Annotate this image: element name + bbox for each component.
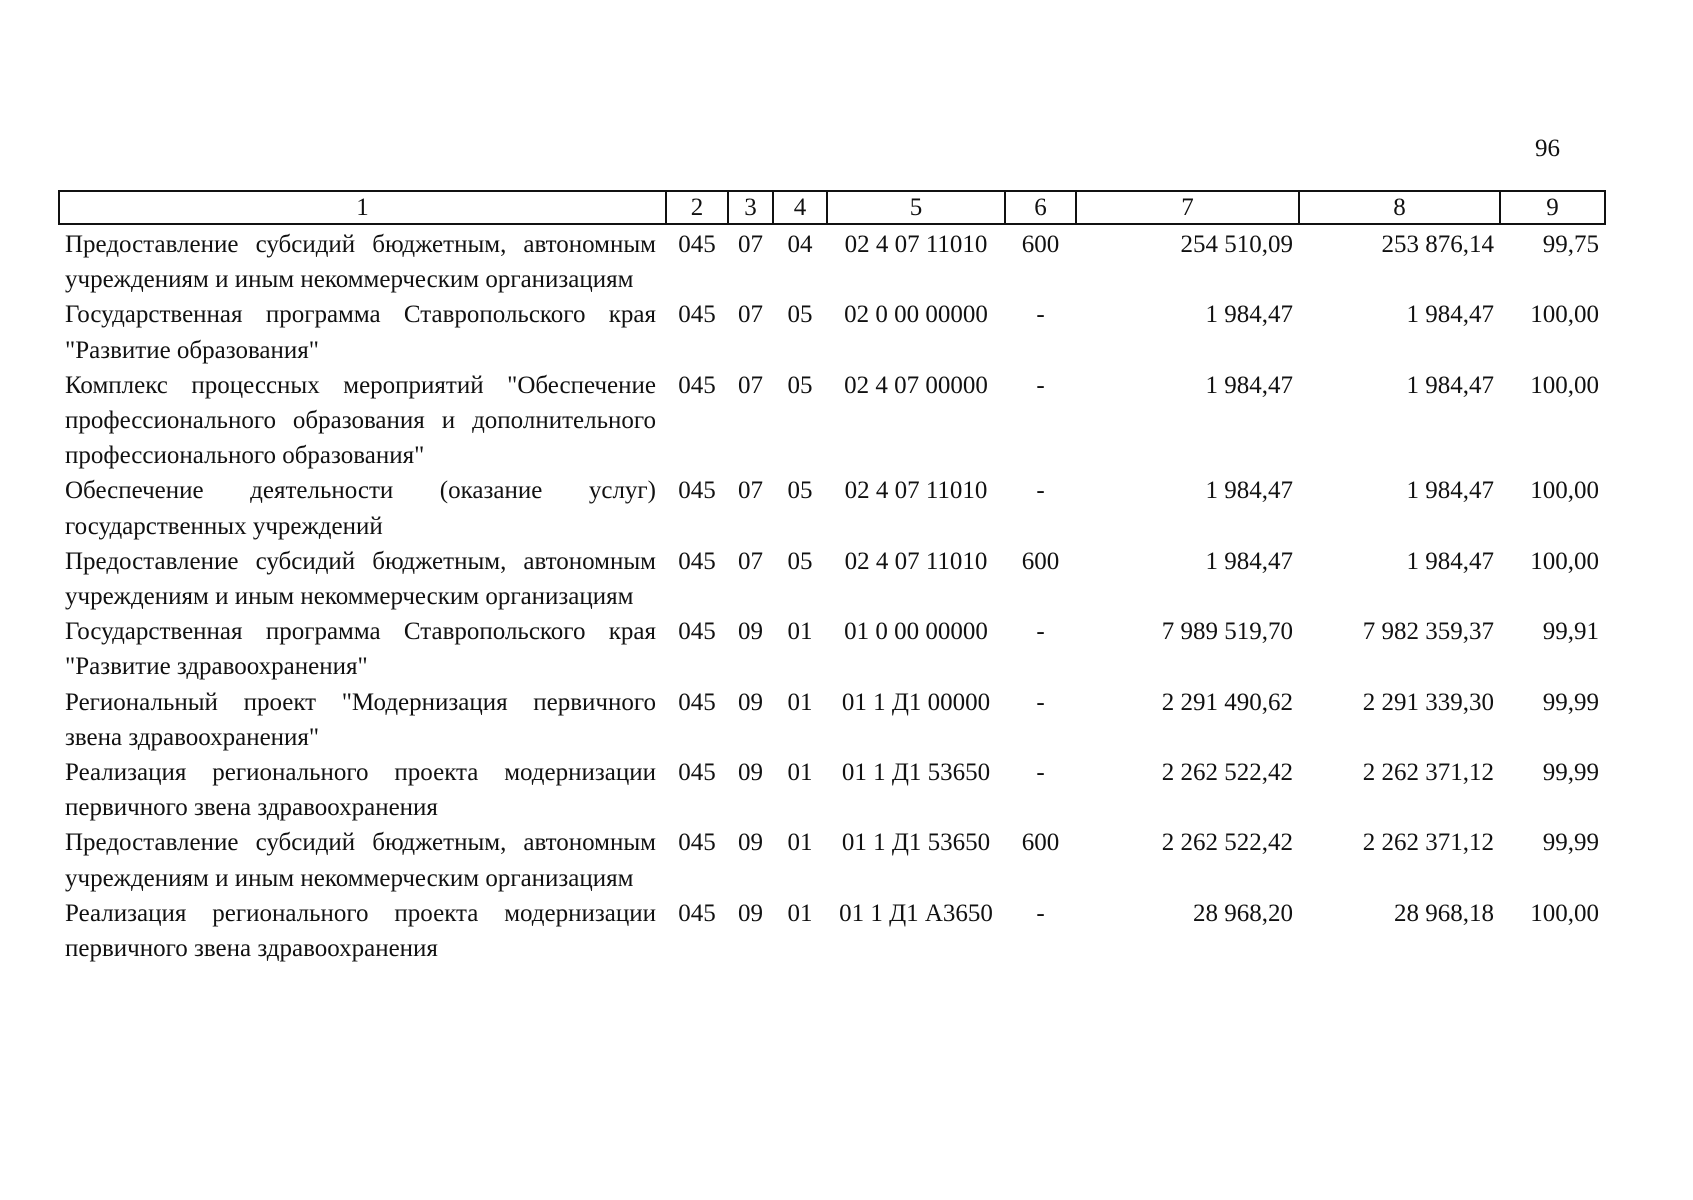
cell-actual-amount: 1 984,47 — [1406, 547, 1494, 575]
cell-code-ministry: 045 — [678, 477, 716, 505]
cell-planned-amount: 28 968,20 — [1193, 899, 1293, 927]
table-row — [59, 473, 1605, 543]
column-header: 6 — [1005, 191, 1076, 224]
cell-percent: 100,00 — [1530, 301, 1599, 329]
cell-planned-amount: 1 984,47 — [1205, 371, 1293, 399]
cell-code-ministry: 045 — [678, 301, 716, 329]
cell-actual-amount: 1 984,47 — [1406, 371, 1494, 399]
cell-target-article: 02 4 07 11010 — [844, 231, 988, 258]
row-name: Государственная программа Ставропольского края "Развитие здравоохранения" — [65, 618, 656, 681]
cell-expense-type: - — [1036, 618, 1045, 646]
cell-actual-amount: 1 984,47 — [1406, 301, 1494, 329]
budget-table — [58, 190, 1606, 966]
table-row — [59, 825, 1605, 895]
cell-code-ministry: 045 — [678, 829, 716, 857]
cell-subsection: 01 — [787, 829, 813, 857]
cell-target-article: 02 4 07 11010 — [844, 477, 988, 505]
cell-expense-type: - — [1036, 759, 1045, 787]
cell-planned-amount: 2 291 490,62 — [1161, 688, 1293, 716]
cell-expense-type: 600 — [1021, 829, 1060, 857]
cell-code-ministry: 045 — [678, 371, 716, 399]
cell-code-ministry: 045 — [678, 899, 716, 927]
cell-subsection: 05 — [787, 547, 813, 575]
column-header: 8 — [1299, 191, 1500, 224]
cell-planned-amount: 7 989 519,70 — [1161, 618, 1293, 646]
column-header: 5 — [827, 191, 1005, 224]
cell-actual-amount: 1 984,47 — [1406, 477, 1494, 505]
cell-code-ministry: 045 — [678, 547, 716, 575]
cell-percent: 100,00 — [1530, 371, 1599, 399]
cell-subsection: 05 — [787, 371, 813, 399]
cell-planned-amount: 2 262 522,42 — [1161, 759, 1293, 787]
row-name: Предоставление субсидий бюджетным, автономным учреждениям и иным некоммерческим организациям — [65, 547, 656, 611]
cell-target-article: 01 1 Д1 53650 — [841, 829, 991, 857]
cell-actual-amount: 253 876,14 — [1381, 231, 1494, 258]
row-name: Государственная программа Ставропольского края "Развитие образования" — [65, 301, 656, 364]
cell-target-article: 02 0 00 00000 — [844, 301, 988, 329]
cell-expense-type: 600 — [1021, 547, 1060, 575]
column-header: 3 — [728, 191, 773, 224]
cell-section: 09 — [738, 899, 763, 927]
cell-code-ministry: 045 — [678, 688, 716, 716]
cell-code-ministry: 045 — [678, 231, 716, 258]
column-header: 1 — [59, 191, 666, 224]
column-header: 4 — [773, 191, 827, 224]
cell-section: 09 — [738, 688, 763, 716]
cell-expense-type: - — [1036, 899, 1045, 927]
cell-actual-amount: 2 291 339,30 — [1362, 688, 1494, 716]
table-row — [59, 614, 1605, 684]
cell-section: 07 — [738, 371, 763, 399]
cell-percent: 99,91 — [1542, 618, 1599, 646]
cell-subsection: 01 — [787, 618, 813, 646]
cell-expense-type: 600 — [1021, 231, 1060, 258]
table-row — [59, 224, 1605, 297]
cell-planned-amount: 1 984,47 — [1205, 547, 1293, 575]
cell-percent: 100,00 — [1530, 899, 1599, 927]
cell-subsection: 01 — [787, 688, 813, 716]
cell-subsection: 04 — [787, 231, 813, 258]
cell-code-ministry: 045 — [678, 759, 716, 787]
cell-section: 09 — [738, 759, 763, 787]
table-header-row — [59, 191, 1605, 224]
cell-expense-type: - — [1036, 477, 1045, 505]
table-row — [59, 896, 1605, 966]
cell-subsection: 05 — [787, 301, 813, 329]
page-number: 96 — [1535, 135, 1560, 162]
cell-target-article: 01 0 00 00000 — [844, 618, 988, 646]
cell-section: 07 — [738, 477, 763, 505]
cell-actual-amount: 28 968,18 — [1394, 899, 1494, 927]
cell-subsection: 05 — [787, 477, 813, 505]
cell-expense-type: - — [1036, 688, 1045, 716]
cell-planned-amount: 254 510,09 — [1180, 231, 1293, 258]
row-name: Предоставление субсидий бюджетным, автономным учреждениям и иным некоммерческим организациям — [65, 231, 656, 294]
cell-section: 07 — [738, 547, 763, 575]
row-name: Обеспечение деятельности (оказание услуг) государственных учреждений — [65, 477, 656, 540]
column-header: 9 — [1500, 191, 1605, 224]
column-header: 7 — [1076, 191, 1299, 224]
table-row — [59, 368, 1605, 474]
cell-actual-amount: 2 262 371,12 — [1362, 759, 1494, 787]
row-name: Реализация регионального проекта модернизации первичного звена здравоохранения — [65, 759, 656, 822]
table-row — [59, 544, 1605, 614]
cell-percent: 99,99 — [1542, 688, 1599, 716]
cell-subsection: 01 — [787, 899, 813, 927]
cell-planned-amount: 1 984,47 — [1205, 301, 1293, 329]
cell-section: 09 — [738, 618, 763, 646]
cell-subsection: 01 — [787, 759, 813, 787]
cell-percent: 99,99 — [1542, 759, 1599, 787]
cell-expense-type: - — [1036, 371, 1045, 399]
cell-section: 09 — [738, 829, 763, 857]
cell-target-article: 01 1 Д1 А3650 — [839, 899, 993, 927]
cell-percent: 99,99 — [1542, 829, 1599, 857]
cell-actual-amount: 7 982 359,37 — [1362, 618, 1494, 646]
row-name: Реализация регионального проекта модернизации первичного звена здравоохранения — [65, 899, 656, 963]
cell-actual-amount: 2 262 371,12 — [1362, 829, 1494, 857]
cell-planned-amount: 1 984,47 — [1205, 477, 1293, 505]
row-name: Предоставление субсидий бюджетным, автономным учреждениям и иным некоммерческим организациям — [65, 829, 656, 892]
cell-target-article: 02 4 07 11010 — [844, 547, 988, 575]
cell-percent: 100,00 — [1530, 547, 1599, 575]
cell-percent: 100,00 — [1530, 477, 1599, 505]
cell-target-article: 01 1 Д1 00000 — [841, 688, 991, 716]
cell-target-article: 01 1 Д1 53650 — [841, 759, 991, 787]
cell-percent: 99,75 — [1542, 231, 1599, 258]
cell-section: 07 — [738, 231, 763, 258]
cell-planned-amount: 2 262 522,42 — [1161, 829, 1293, 857]
column-header: 2 — [666, 191, 728, 224]
table-row — [59, 755, 1605, 825]
row-name: Комплекс процессных мероприятий "Обеспечение профессионального образования и дополнительного профессионального образования" — [65, 371, 656, 470]
cell-expense-type: - — [1036, 301, 1045, 329]
table-row — [59, 685, 1605, 755]
cell-section: 07 — [738, 301, 763, 329]
table-row — [59, 297, 1605, 367]
cell-code-ministry: 045 — [678, 618, 716, 646]
cell-target-article: 02 4 07 00000 — [844, 371, 988, 399]
row-name: Региональный проект "Модернизация первичного звена здравоохранения" — [65, 688, 656, 751]
